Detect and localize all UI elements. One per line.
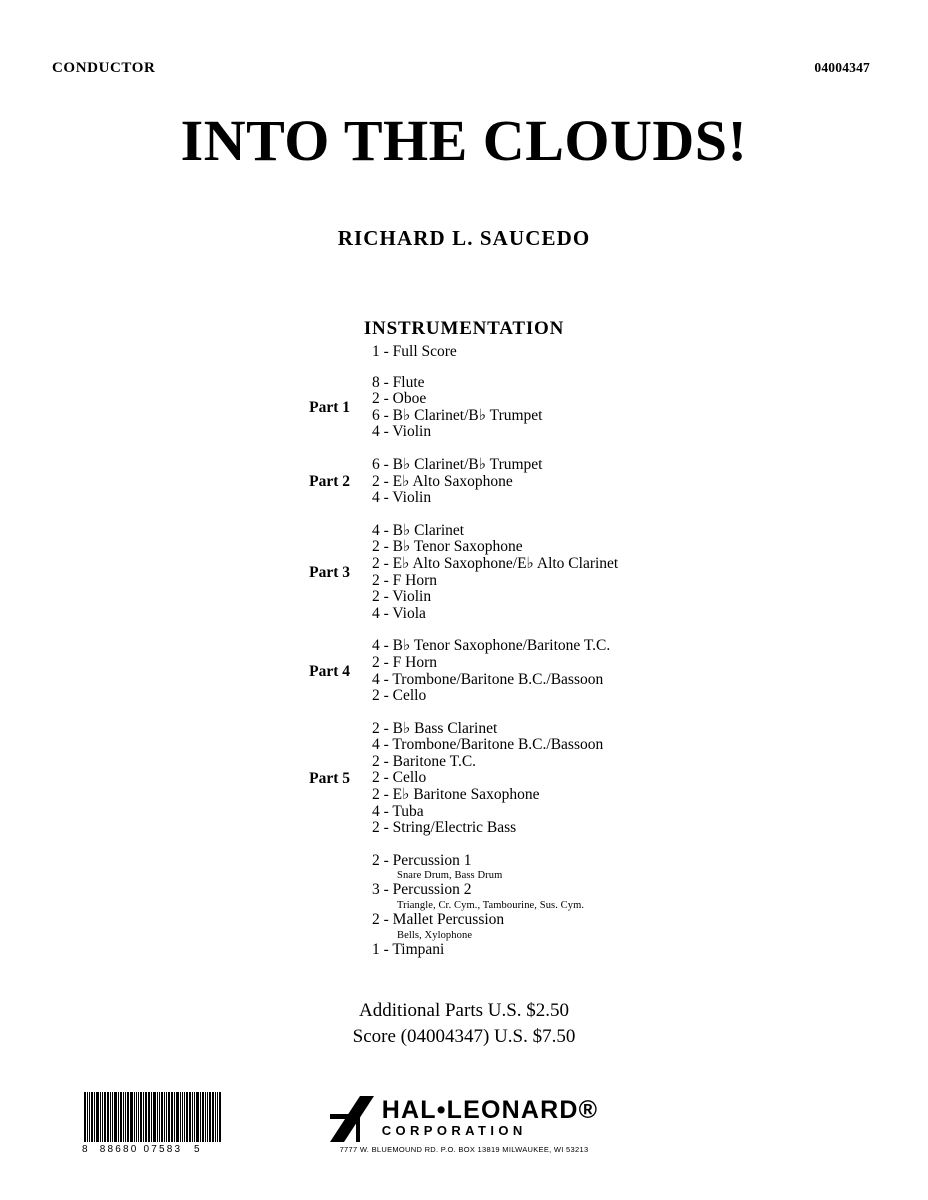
instrument-line: 2 - E♭ Baritone Saxophone [372,786,540,804]
instrument-line: 4 - Viola [372,604,426,622]
page-title: INTO THE CLOUDS! [180,108,748,173]
price-block [0,998,928,1050]
instrument-line: 4 - B♭ Clarinet [372,521,465,539]
instrumentation-group [0,853,928,958]
instrument-line: 2 - Oboe [372,390,427,408]
publisher-address: 7777 W. BLUEMOUND RD. P.O. BOX 13819 MILWAUKEE, WI 53213 [339,1145,589,1154]
conductor-label: CONDUCTOR [52,60,156,76]
instrumentation-group-lines [372,638,928,704]
instrument-line: 2 - B♭ Tenor Saxophone [372,538,523,556]
group-spacer [0,441,928,457]
instrument-line: 2 - F Horn [372,653,438,671]
instrument-line: 2 - String/Electric Bass [372,819,517,837]
instrumentation-group-label: Part 3 [309,563,350,581]
instrument-line: 4 - Trombone/Baritone B.C./Bassoon [372,736,604,754]
instrument-line: 6 - B♭ Clarinet/B♭ Trumpet [372,406,543,424]
instrument-line: 2 - B♭ Bass Clarinet [372,719,498,737]
instrument-line: 2 - Percussion 1 [372,851,472,869]
publisher-logo [0,1096,928,1157]
publisher-subtitle: CORPORATION [381,1123,527,1138]
instrumentation-group-label: Part 5 [309,769,350,787]
instrument-line: 2 - Violin [372,588,432,606]
instrument-line: 2 - Cello [372,769,427,787]
instrument-line: 3 - Percussion 2 [372,881,472,899]
instrumentation-group [0,638,928,704]
instrument-line: 8 - Flute [372,373,425,391]
group-spacer [0,507,928,523]
instrument-line: 4 - Trombone/Baritone B.C./Bassoon [372,670,604,688]
catalog-number: 04004347 [814,60,870,75]
instrumentation-group [0,721,928,837]
hal-leonard-mark-icon [330,1096,374,1142]
additional-parts-price: Additional Parts U.S. $2.50 [358,1000,570,1021]
instrumentation-group-lines [372,523,928,623]
composer-name: RICHARD L. SAUCEDO [337,226,591,250]
instrument-line: 4 - B♭ Tenor Saxophone/Baritone T.C. [372,637,611,655]
group-spacer [0,622,928,638]
instrument-line: 6 - B♭ Clarinet/B♭ Trumpet [372,455,543,473]
publisher-name: HAL•LEONARD® [381,1096,599,1124]
instrumentation-group [0,344,928,361]
group-spacer [0,361,928,375]
instrument-detail: Triangle, Cr. Cym., Tambourine, Sus. Cym. [397,900,585,912]
instrument-line: 2 - Mallet Percussion [372,911,505,929]
instrument-line: 1 - Full Score [372,343,457,360]
score-price: Score (04004347) U.S. $7.50 [352,1026,576,1047]
instrumentation-group-label: Part 1 [309,398,350,416]
instrumentation-group [0,375,928,441]
instrument-line: 4 - Violin [372,489,432,507]
instrumentation-group-lines [372,721,928,837]
barcode-left-digit: 8 [82,1144,89,1155]
instrument-line: 2 - Cello [372,687,427,705]
page-header [0,60,928,82]
instrument-line: 1 - Timpani [372,940,445,958]
barcode-right-digit: 5 [193,1144,200,1155]
instrumentation-group [0,457,928,507]
instrument-line: 2 - E♭ Alto Saxophone/E♭ Alto Clarinet [372,554,619,572]
instrumentation-heading: INSTRUMENTATION [363,318,565,339]
instrumentation-group-lines [372,853,928,958]
instrumentation-group [0,523,928,623]
instrumentation-group-lines [372,375,928,441]
group-spacer [0,705,928,721]
instrumentation-list [0,344,928,958]
instrument-line: 4 - Violin [372,423,432,441]
instrument-line: 2 - E♭ Alto Saxophone [372,472,513,490]
instrument-line: 2 - F Horn [372,571,438,589]
instrument-line: 2 - Baritone T.C. [372,752,477,770]
instrumentation-group-label: Part 4 [309,662,350,680]
instrumentation-group-label: Part 2 [309,472,350,490]
instrument-line: 4 - Tuba [372,802,424,820]
instrumentation-group-lines [372,457,928,507]
group-spacer [0,837,928,853]
instrumentation-group-lines [372,344,928,361]
instrument-detail: Snare Drum, Bass Drum [397,870,503,882]
barcode-main-digits: 88680 07583 [99,1144,183,1155]
instrument-detail: Bells, Xylophone [397,929,473,941]
